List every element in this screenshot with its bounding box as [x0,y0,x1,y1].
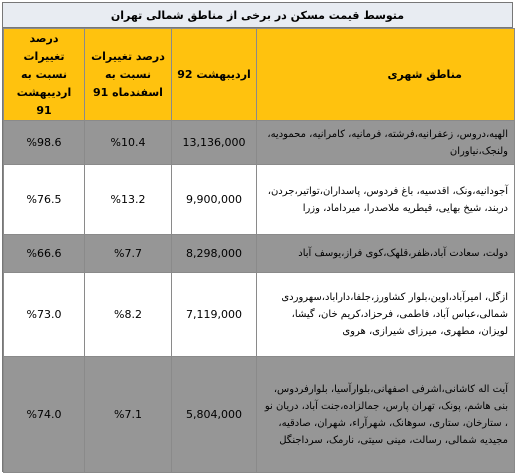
cell-region: آیت اله کاشانی،اشرفی اصفهانی،بلوارآسیا، بلوارفردوس، بنی هاشم، پونک، تهران پارس، جمالزاده،جنت آباد، دریان نو ، ستارخان، ستاری، سوهانک، شهرآراء، شهران، صادقیه، مجیدیه شمالی، رسالت، مینی سیتی، نارمک، سرداجنگل [257,357,515,473]
cell-change-ordibehesht: %76.5 [4,165,85,235]
cell-change-ordibehesht: %66.6 [4,235,85,273]
table-row [4,273,515,357]
header-change-ordibehesht: درصد تغییرات نسبت به اردیبهشت 91 [4,29,85,121]
cell-change-ordibehesht: %74.0 [4,357,85,473]
header-price: اردیبهشت 92 [172,29,257,121]
table-row [4,165,515,235]
cell-change-esfand: %8.2 [85,273,172,357]
cell-region: الهیه،دروس، زعفرانیه،فرشته، فرمانیه، کامرانیه، محمودیه، ولنجک،نیاوران [257,121,515,165]
cell-region: آجودانیه،ونک، اقدسیه، باغ فردوس، پاسداران،تواتیر،جردن، دربند، شیخ بهایی، قیطریه ملاصدرا، میرداماد، وزرا [257,165,515,235]
cell-change-esfand: %13.2 [85,165,172,235]
cell-price: 9,900,000 [172,165,257,235]
price-table [3,28,515,473]
cell-change-ordibehesht: %73.0 [4,273,85,357]
table-row [4,357,515,473]
cell-change-ordibehesht: %98.6 [4,121,85,165]
cell-price: 5,804,000 [172,357,257,473]
table-row [4,121,515,165]
cell-region: ازگل، امیرآباد،اوین،بلوار کشاورز،جلفا،داراباد،سهروردی شمالی،عباس آباد، فاطمی، فرحزاد،کریم خان، گیشا، لویزان، مطهری، میرزای شیرازی، هروی [257,273,515,357]
cell-change-esfand: %7.1 [85,357,172,473]
table-title: متوسط قیمت مسکن در برخی از مناطق شمالی تهران [3,3,512,28]
cell-change-esfand: %7.7 [85,235,172,273]
header-change-esfand: درصد تغییرات نسبت به اسفندماه 91 [85,29,172,121]
cell-region: دولت، سعادت آباد،ظفر،قلهک،کوی فراز،یوسف آباد [257,235,515,273]
table-row [4,235,515,273]
cell-price: 8,298,000 [172,235,257,273]
header-row [4,29,515,121]
cell-price: 7,119,000 [172,273,257,357]
price-table-panel [2,2,513,472]
cell-change-esfand: %10.4 [85,121,172,165]
header-region: مناطق شهری [257,29,515,121]
cell-price: 13,136,000 [172,121,257,165]
